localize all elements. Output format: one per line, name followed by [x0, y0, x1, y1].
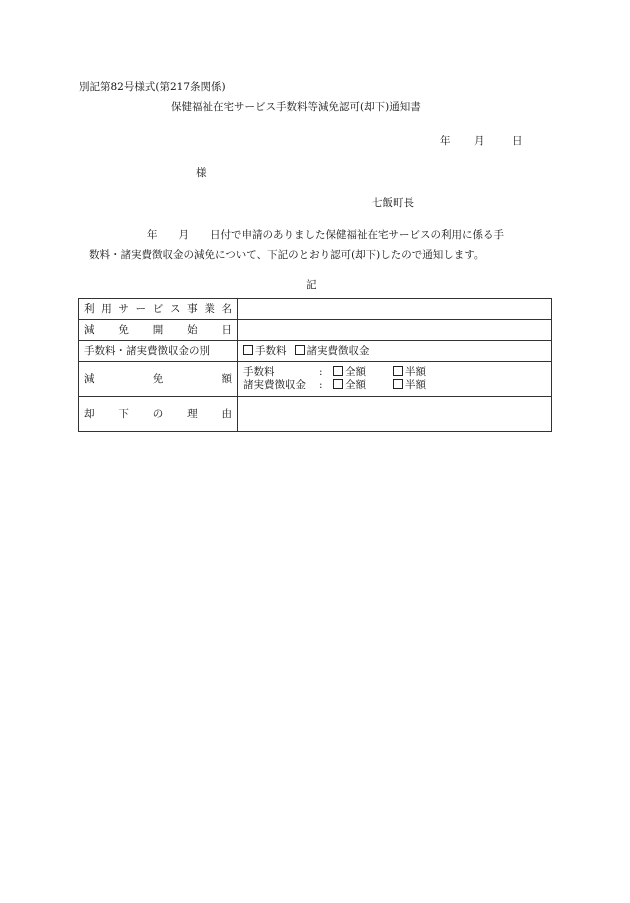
- body-text-line1: 年 月 日付で申請のありました保健福祉在宅サービスの利用に係る手: [147, 229, 504, 241]
- checkbox-fee-half[interactable]: [393, 366, 403, 376]
- row-start-date: [79, 320, 552, 341]
- row-reason: [79, 397, 552, 432]
- body-text-line2: 数料・諸実費徴収金の減免について、下記のとおり認可(却下)したので通知します。: [89, 249, 485, 261]
- addressee-suffix: 様: [196, 167, 207, 179]
- amount-label: 減 免 額: [79, 362, 238, 397]
- amount-options: [238, 362, 552, 397]
- month-label: 月: [474, 135, 485, 147]
- option-fee: 手数料: [255, 344, 287, 357]
- issuer: 七飯町長: [372, 197, 414, 209]
- date-line: [440, 134, 523, 148]
- document-title: 保健福祉在宅サービス手数料等減免認可(却下)通知書: [171, 101, 421, 113]
- checkbox-misc-expenses[interactable]: [295, 345, 305, 355]
- checkbox-misc-full[interactable]: [333, 379, 343, 389]
- option-misc-expenses: 諸実費徴収金: [306, 344, 370, 357]
- category-options: [238, 341, 552, 362]
- category-label: 手数料・諸実費徴収金の別: [79, 341, 238, 362]
- amount-misc-line: 諸実費徴収金 : 全額 半額: [243, 379, 426, 391]
- start-date-field[interactable]: [238, 320, 552, 341]
- checkbox-fee-full[interactable]: [333, 366, 343, 376]
- day-label: 日: [512, 135, 523, 147]
- service-name-field[interactable]: [238, 299, 552, 320]
- service-name-label: 利 用 サ ー ビ ス 事 業 名: [79, 299, 238, 320]
- form-number: 別記第82号様式(第217条関係): [79, 81, 226, 93]
- checkbox-fee[interactable]: [243, 345, 253, 355]
- checkbox-misc-half[interactable]: [393, 379, 403, 389]
- details-table: [78, 298, 552, 432]
- year-label: 年: [440, 135, 451, 147]
- row-amount: [79, 362, 552, 397]
- reason-field[interactable]: [238, 397, 552, 432]
- reason-label: 却 下 の 理 由: [79, 397, 238, 432]
- row-service-name: [79, 299, 552, 320]
- ki-label: 記: [306, 279, 317, 291]
- amount-fee-line: 手数料 : 全額 半額: [243, 366, 426, 378]
- start-date-label: 減 免 開 始 日: [79, 320, 238, 341]
- row-category: [79, 341, 552, 362]
